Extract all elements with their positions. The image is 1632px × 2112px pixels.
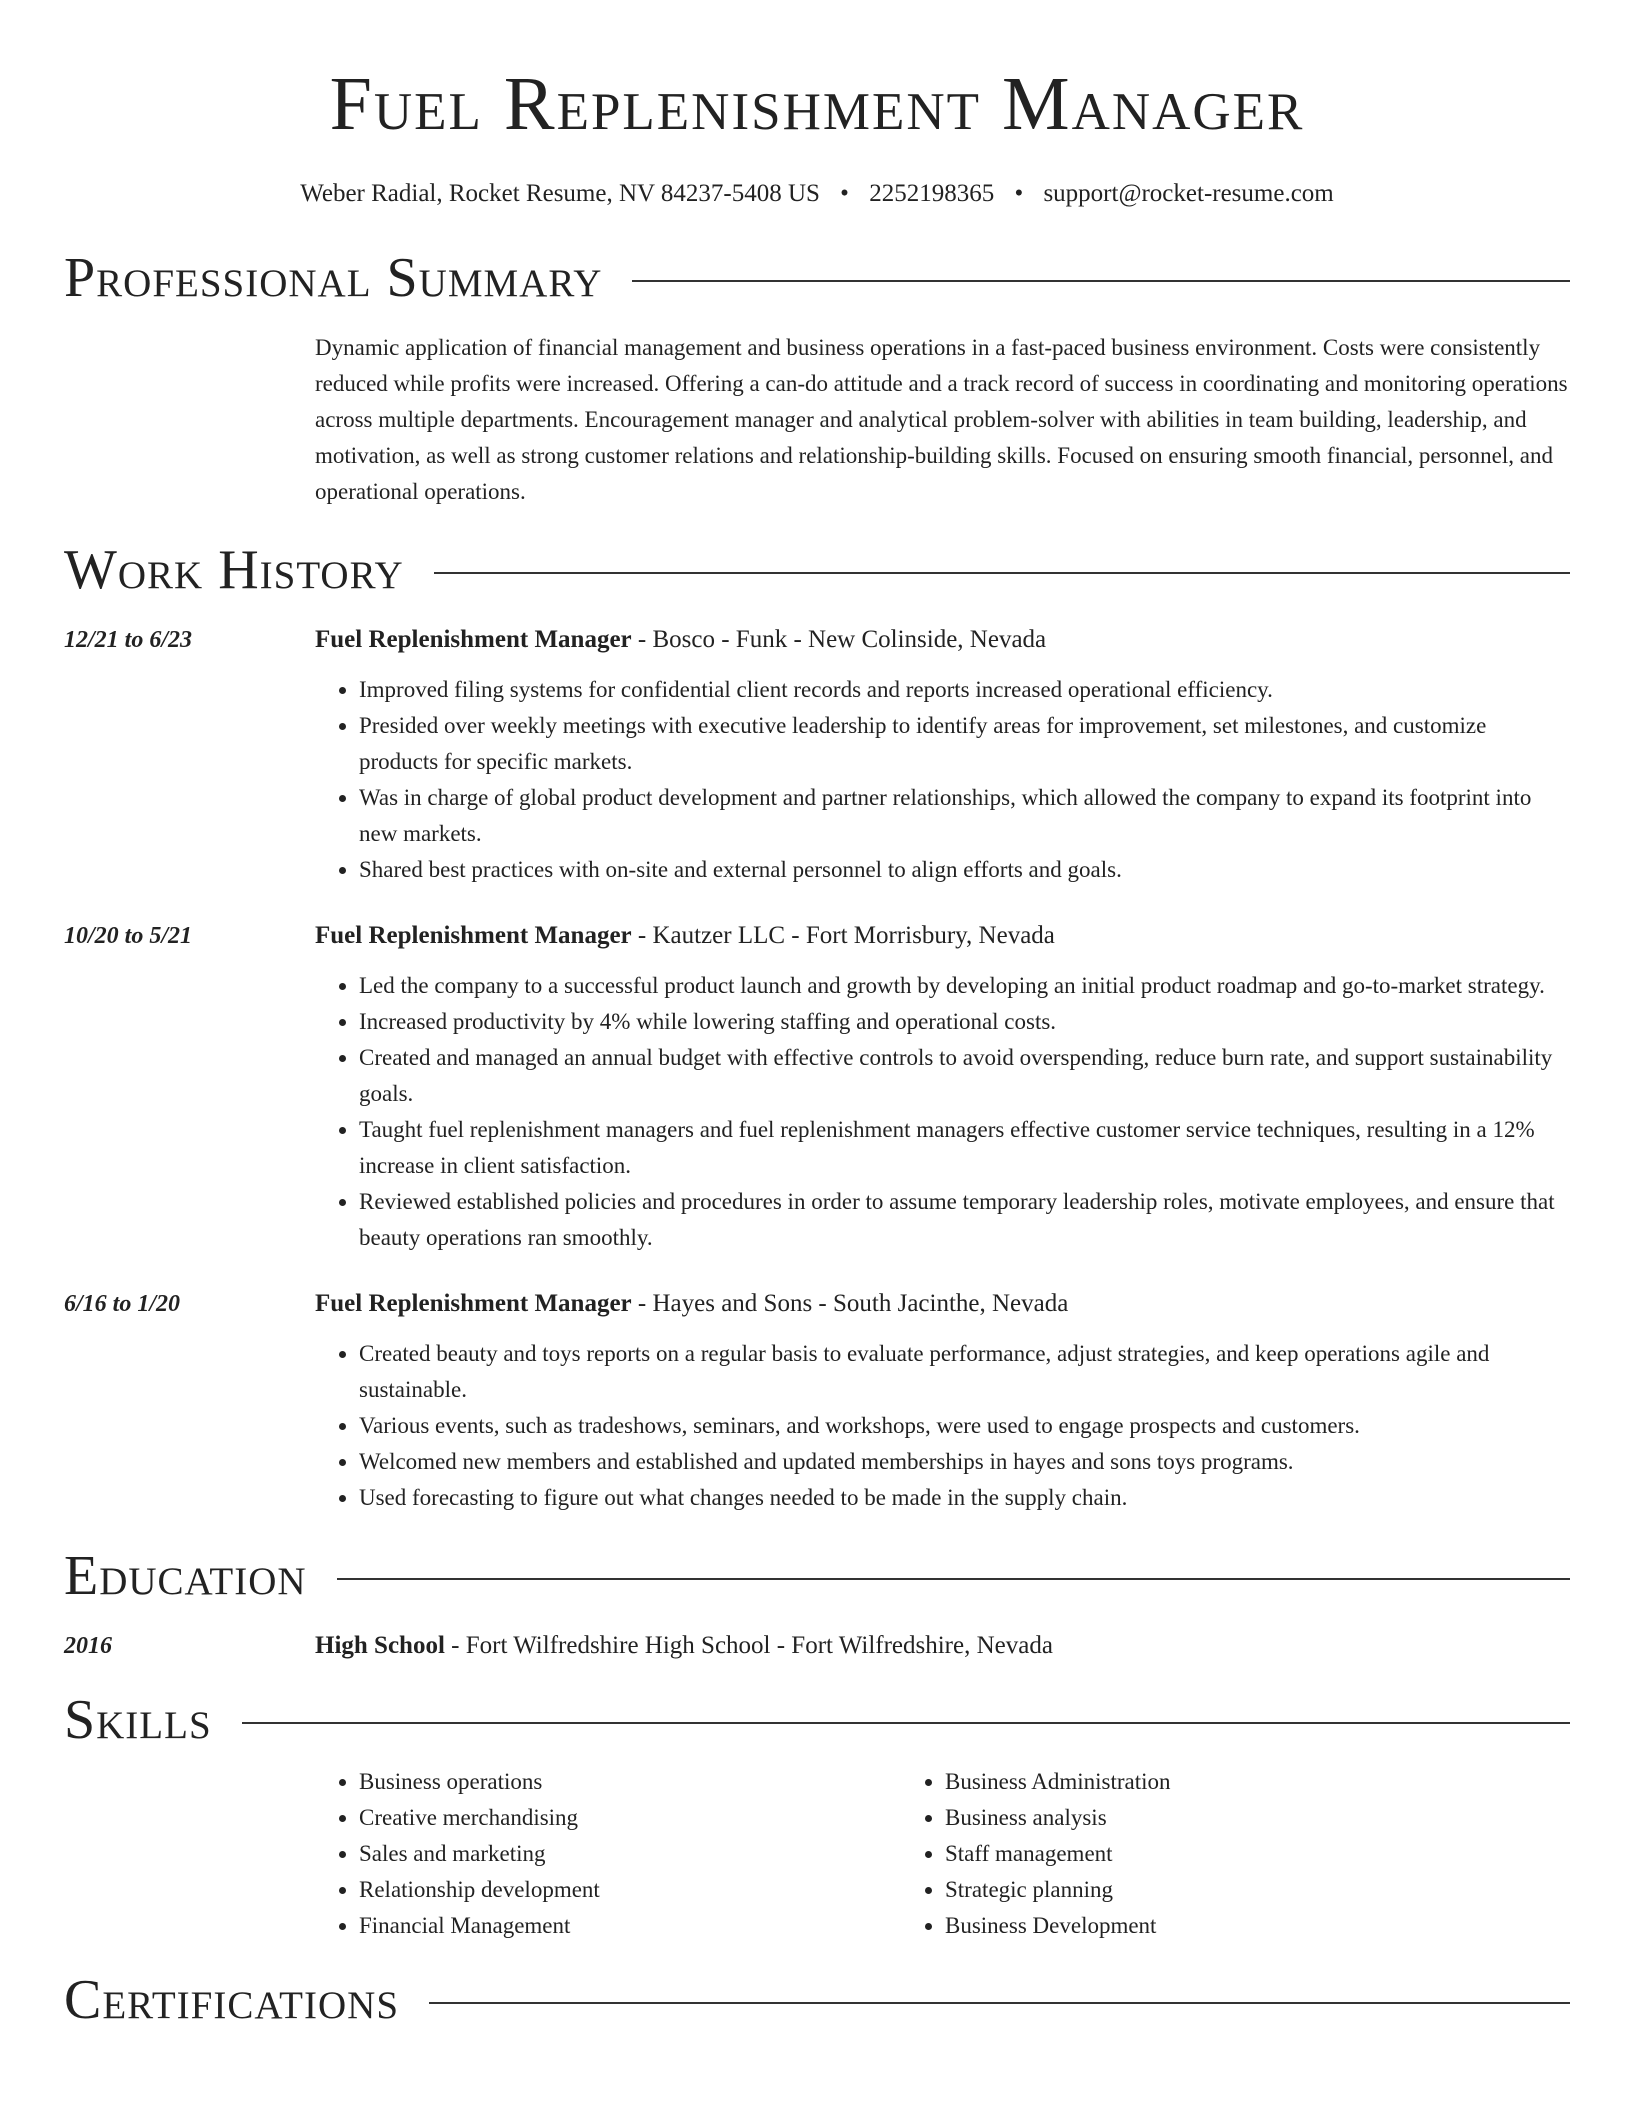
section-title: Work History: [64, 539, 404, 601]
job-heading: [315, 918, 1570, 954]
job-bullets: [315, 1336, 1570, 1516]
skills-column-right: [901, 1764, 1570, 1944]
education-degree: High School: [315, 1632, 445, 1659]
list-item: • Welcomed new members and established and updated memberships in hayes and sons toys programs.: [359, 1444, 1570, 1480]
job-dates: 10/20 to 5/21: [64, 923, 193, 949]
section-divider: [434, 572, 1570, 574]
list-item: • Was in charge of global product development and partner relationships, which allowed the company to expand its footprint into new markets.: [359, 780, 1570, 852]
job-title: Fuel Replenishment Manager: [315, 626, 632, 653]
education-entry: [64, 1628, 1570, 1664]
contact-address: Weber Radial, Rocket Resume, NV 84237-5408 US: [300, 180, 820, 207]
job-entry: [64, 1286, 1570, 1516]
job-details: - Hayes and Sons - South Jacinthe, Nevada: [631, 1290, 1069, 1317]
section-title: Certifications: [64, 1969, 400, 2031]
job-heading: [315, 1286, 1570, 1322]
list-item: • Strategic planning: [945, 1872, 1570, 1908]
job-dates: 6/16 to 1/20: [64, 1291, 181, 1317]
job-details: - Bosco - Funk - New Colinside, Nevada: [631, 626, 1047, 653]
list-item: • Business operations: [359, 1764, 931, 1800]
list-item: • Taught fuel replenishment managers and fuel replenishment managers effective customer service techniques, resulting in a 12% increase in client satisfaction.: [359, 1112, 1570, 1184]
job-entry: [64, 918, 1570, 1256]
contact-separator: •: [840, 180, 849, 207]
section-title: Professional Summary: [64, 247, 603, 309]
contact-line: [64, 178, 1570, 210]
job-entry: [64, 622, 1570, 888]
section-header-work: [64, 540, 1570, 600]
page-title: Fuel Replenishment Manager: [329, 62, 1305, 146]
section-header-education: [64, 1546, 1570, 1606]
list-item: • Relationship development: [359, 1872, 931, 1908]
list-item: • Sales and marketing: [359, 1836, 931, 1872]
list-item: • Staff management: [945, 1836, 1570, 1872]
list-item: • Led the company to a successful product launch and growth by developing an initial product roadmap and go-to-market strategy.: [359, 968, 1570, 1004]
job-title: Fuel Replenishment Manager: [315, 922, 632, 949]
section-title: Skills: [64, 1689, 212, 1751]
job-title: Fuel Replenishment Manager: [315, 1290, 632, 1317]
education-year: 2016: [64, 1633, 112, 1659]
list-item: • Various events, such as tradeshows, seminars, and workshops, were used to engage prospects and customers.: [359, 1408, 1570, 1444]
skills-list: [315, 1764, 1570, 1944]
job-details: - Kautzer LLC - Fort Morrisbury, Nevada: [631, 922, 1055, 949]
section-divider: [632, 280, 1570, 282]
list-item: • Created and managed an annual budget with effective controls to avoid overspending, reduce burn rate, and support sustainability goals.: [359, 1040, 1570, 1112]
section-header-summary: [64, 248, 1570, 308]
list-item: • Used forecasting to figure out what changes needed to be made in the supply chain.: [359, 1480, 1570, 1516]
list-item: • Presided over weekly meetings with executive leadership to identify areas for improvement, set milestones, and customize products for specific markets.: [359, 708, 1570, 780]
job-heading: [315, 622, 1570, 658]
contact-separator: •: [1014, 180, 1024, 207]
section-header-skills: [64, 1690, 1570, 1750]
job-dates: 12/21 to 6/23: [64, 627, 193, 653]
list-item: • Shared best practices with on-site and external personnel to align efforts and goals.: [359, 852, 1570, 888]
section-divider: [429, 2002, 1570, 2004]
skills-column-left: [315, 1764, 931, 1944]
list-item: • Business analysis: [945, 1800, 1570, 1836]
job-bullets: [315, 672, 1570, 888]
section-header-certifications: [64, 1970, 1570, 2030]
contact-phone: 2252198365: [869, 180, 995, 207]
education-heading: [315, 1628, 1053, 1664]
section-title: Education: [64, 1545, 307, 1607]
list-item: • Business Development: [945, 1908, 1570, 1944]
list-item: • Financial Management: [359, 1908, 931, 1944]
job-bullets: [315, 968, 1570, 1256]
list-item: • Reviewed established policies and procedures in order to assume temporary leadership roles, motivate employees, and ensure that beauty operations ran smoothly.: [359, 1184, 1570, 1256]
list-item: • Business Administration: [945, 1764, 1570, 1800]
section-divider: [337, 1578, 1570, 1580]
list-item: • Increased productivity by 4% while lowering staffing and operational costs.: [359, 1004, 1570, 1040]
summary-text: Dynamic application of financial management and business operations in a fast-paced business environment. Costs were consistently reduced while profits were increased. Offering a can-do attitude and a track record of success in coordinating and monitoring operations across multiple departments. Encouragement manager and analytical problem-solver with abilities in team building, leadership, and motivation, as well as strong customer relations and relationship-building skills. Focused on ensuring smooth financial, personnel, and operational operations.: [315, 335, 1568, 504]
list-item: • Created beauty and toys reports on a regular basis to evaluate performance, adjust strategies, and keep operations agile and sustainable.: [359, 1336, 1570, 1408]
section-divider: [242, 1722, 1570, 1724]
list-item: • Creative merchandising: [359, 1800, 931, 1836]
contact-email: support@rocket-resume.com: [1043, 180, 1334, 207]
education-details: - Fort Wilfredshire High School - Fort Wilfredshire, Nevada: [444, 1632, 1053, 1659]
list-item: • Improved filing systems for confidential client records and reports increased operational efficiency.: [359, 672, 1570, 708]
